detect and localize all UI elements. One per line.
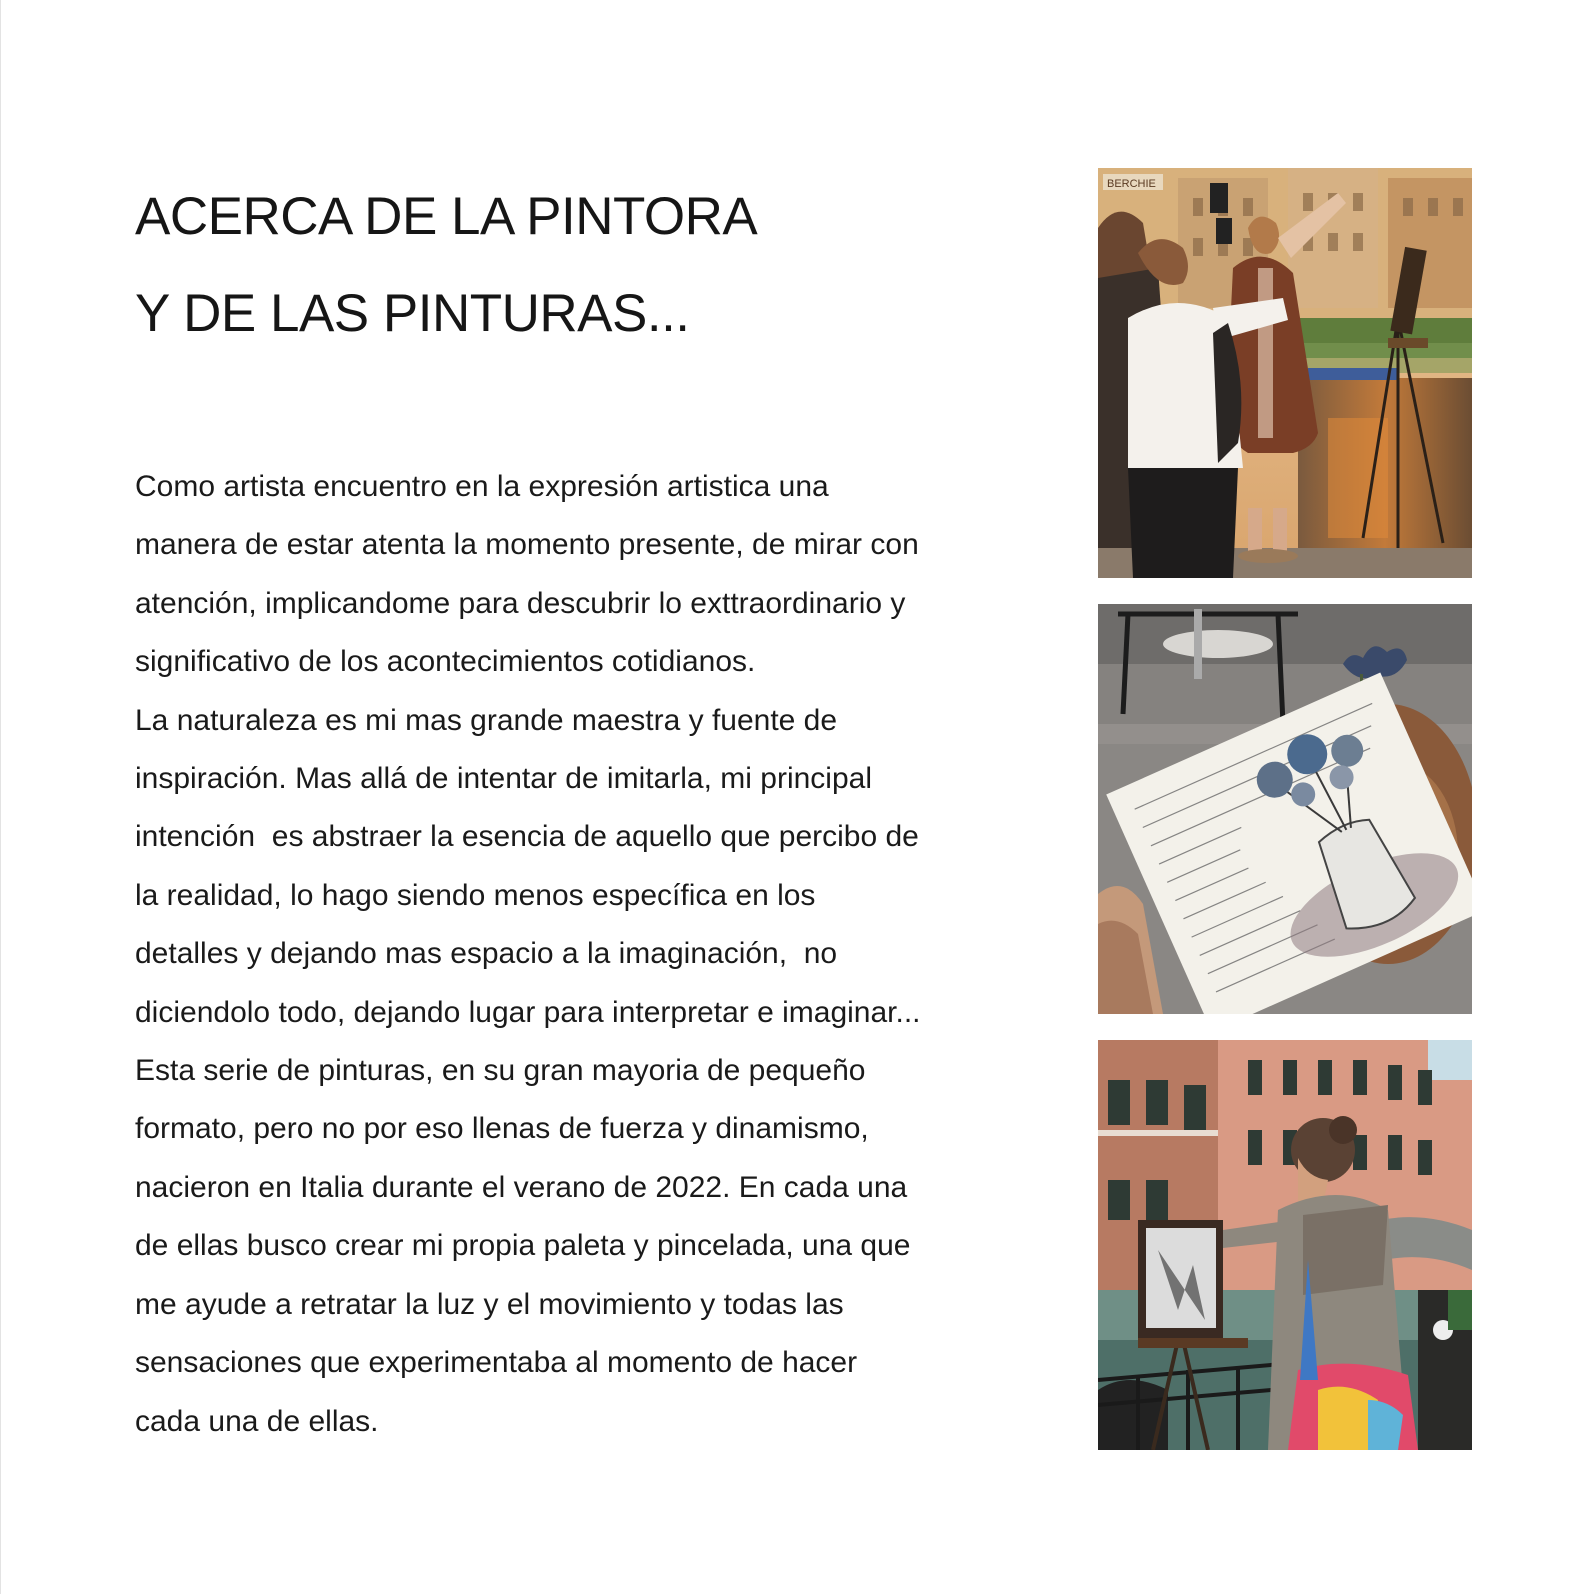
body-line: sensaciones que experimentaba al momento de hacer bbox=[135, 1346, 858, 1380]
title-line-2: Y DE LAS PINTURAS... bbox=[135, 284, 690, 343]
body-line: detalles y dejando mas espacio a la imaginación, no bbox=[135, 937, 838, 971]
photo-painters-riverside bbox=[1098, 168, 1472, 578]
body-line: Como artista encuentro en la expresión artistica una bbox=[135, 470, 829, 503]
photo-sign-text: BERCHIE bbox=[1107, 178, 1156, 190]
body-line: cada una de ellas. bbox=[135, 1404, 379, 1438]
body-line: nacieron en Italia durante el verano de 2022. En cada una bbox=[135, 1170, 908, 1204]
photo-painter-canal bbox=[1098, 1040, 1472, 1450]
body-line: significativo de los acontecimientos cotidianos. bbox=[135, 645, 756, 679]
photo-sketchbook-flowers bbox=[1098, 604, 1472, 1014]
body-line: atención, implicandome para descubrir lo exttraordinario y bbox=[135, 586, 906, 620]
page-title bbox=[135, 168, 757, 362]
body-line: me ayude a retratar la luz y el movimiento y todas las bbox=[135, 1287, 844, 1321]
body-line: de ellas busco crear mi propia paleta y pincelada, una que bbox=[135, 1229, 911, 1263]
body-line: La naturaleza es mi mas grande maestra y fuente de bbox=[135, 703, 838, 737]
photo-column bbox=[1098, 168, 1472, 1476]
body-line: la realidad, lo hago siendo menos específica en los bbox=[135, 878, 816, 912]
title-line-1: ACERCA DE LA PINTORA bbox=[135, 187, 758, 246]
body-paragraph bbox=[135, 458, 1035, 1451]
body-line: formato, pero no por eso llenas de fuerza y dinamismo, bbox=[135, 1112, 869, 1146]
body-line: diciendolo todo, dejando lugar para interpretar e imaginar... bbox=[135, 995, 921, 1029]
body-line: inspiración. Mas allá de intentar de imitarla, mi principal bbox=[135, 762, 872, 796]
body-line: Esta serie de pinturas, en su gran mayoria de pequeño bbox=[135, 1054, 866, 1088]
body-line: intención es abstraer la esencia de aquello que percibo de bbox=[135, 820, 919, 854]
body-line: manera de estar atenta la momento presente, de mirar con bbox=[135, 528, 919, 562]
